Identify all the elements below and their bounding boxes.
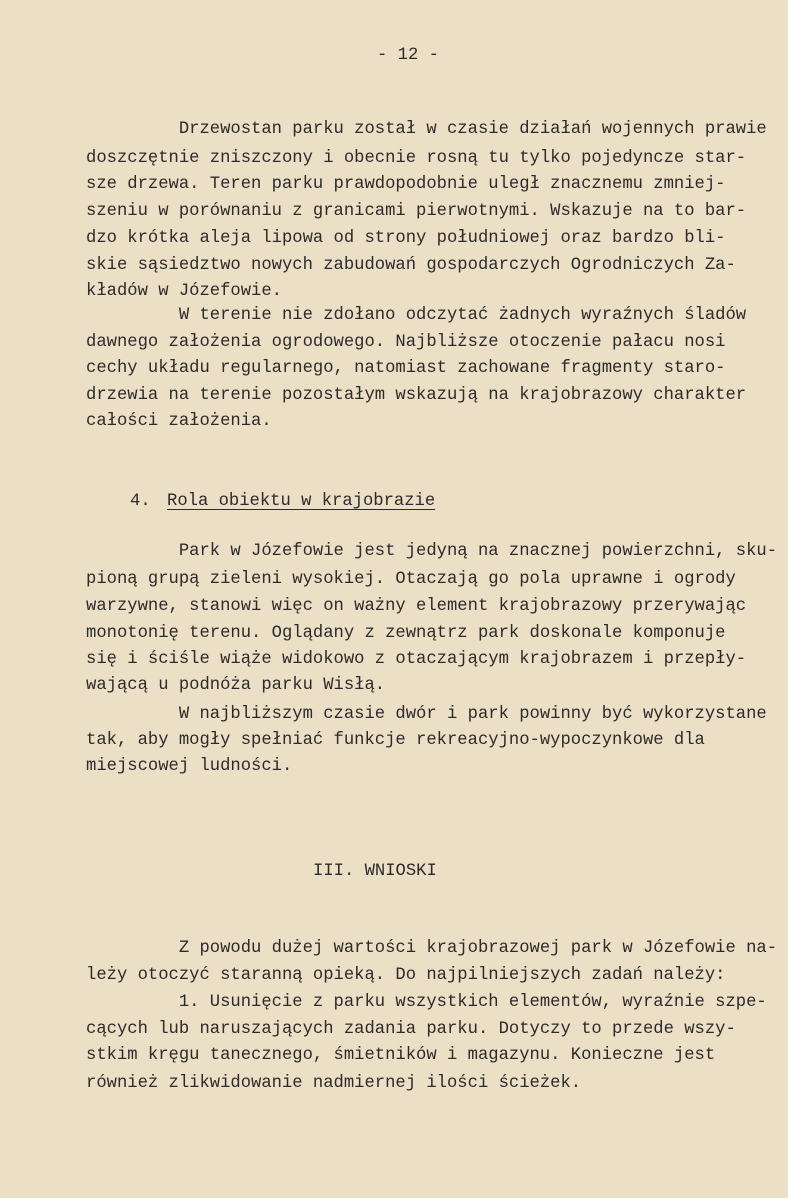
page-number: - 12 - xyxy=(377,46,439,65)
paragraph-line: doszczętnie zniszczony i obecnie rosną tu tylko pojedyncze star- xyxy=(86,149,747,168)
paragraph-line: cących lub naruszających zadania parku. Dotyczy to przede wszy- xyxy=(86,1020,736,1039)
paragraph-line: skie sąsiedztwo nowych zabudowań gospodarczych Ogrodniczych Za- xyxy=(86,256,736,275)
paragraph-line: sze drzewa. Teren parku prawdopodobnie uległ znacznemu zmniej- xyxy=(86,175,726,194)
paragraph-line: monotonię terenu. Oglądany z zewnątrz park doskonale komponuje xyxy=(86,624,726,643)
paragraph-line: całości założenia. xyxy=(86,412,272,431)
paragraph-line: również zlikwidowanie nadmiernej ilości ścieżek. xyxy=(86,1074,582,1093)
paragraph-line: 1. Usunięcie z parku wszystkich elementów, wyraźnie szpe- xyxy=(86,993,767,1012)
paragraph-line: cechy układu regularnego, natomiast zachowane fragmenty staro- xyxy=(86,359,726,378)
paragraph-line: warzywne, stanowi więc on ważny element krajobrazowy przerywając xyxy=(86,597,747,616)
section-4-title: Rola obiektu w krajobrazie xyxy=(167,492,436,511)
paragraph-line: miejscowej ludności. xyxy=(86,757,293,776)
paragraph-line: Z powodu dużej wartości krajobrazowej park w Józefowie na- xyxy=(86,939,778,958)
paragraph-line: dzo krótka aleja lipowa od strony południowej oraz bardzo bli- xyxy=(86,229,726,248)
paragraph-line: wającą u podnóża parku Wisłą. xyxy=(86,676,386,695)
paragraph-line: dawnego założenia ogrodowego. Najbliższe otoczenie pałacu nosi xyxy=(86,333,726,352)
paragraph-line: Park w Józefowie jest jedyną na znacznej powierzchni, sku- xyxy=(86,542,778,561)
paragraph-line: kładów w Józefowie. xyxy=(86,282,282,301)
paragraph-line: W najbliższym czasie dwór i park powinny być wykorzystane xyxy=(86,705,767,724)
paragraph-line: szeniu w porównaniu z granicami pierwotnymi. Wskazuje na to bar- xyxy=(86,202,747,221)
section-3-title: III. WNIOSKI xyxy=(313,862,437,881)
paragraph-line: tak, aby mogły spełniać funkcje rekreacyjno-wypoczynkowe dla xyxy=(86,731,705,750)
paragraph-line: Drzewostan parku został w czasie działań wojennych prawie xyxy=(86,120,767,139)
paragraph-line: stkim kręgu tanecznego, śmietników i magazynu. Konieczne jest xyxy=(86,1046,716,1065)
paragraph-line: się i ściśle wiąże widokowo z otaczającym krajobrazem i przepły- xyxy=(86,650,747,669)
paragraph-line: leży otoczyć staranną opieką. Do najpilniejszych zadań należy: xyxy=(86,966,726,985)
paragraph-line: pioną grupą zieleni wysokiej. Otaczają go pola uprawne i ogrody xyxy=(86,570,736,589)
paragraph-line: W terenie nie zdołano odczytać żadnych wyraźnych śladów xyxy=(86,306,747,325)
paragraph-line: drzewia na terenie pozostałym wskazują na krajobrazowy charakter xyxy=(86,386,747,405)
section-4-number: 4. xyxy=(130,492,151,511)
